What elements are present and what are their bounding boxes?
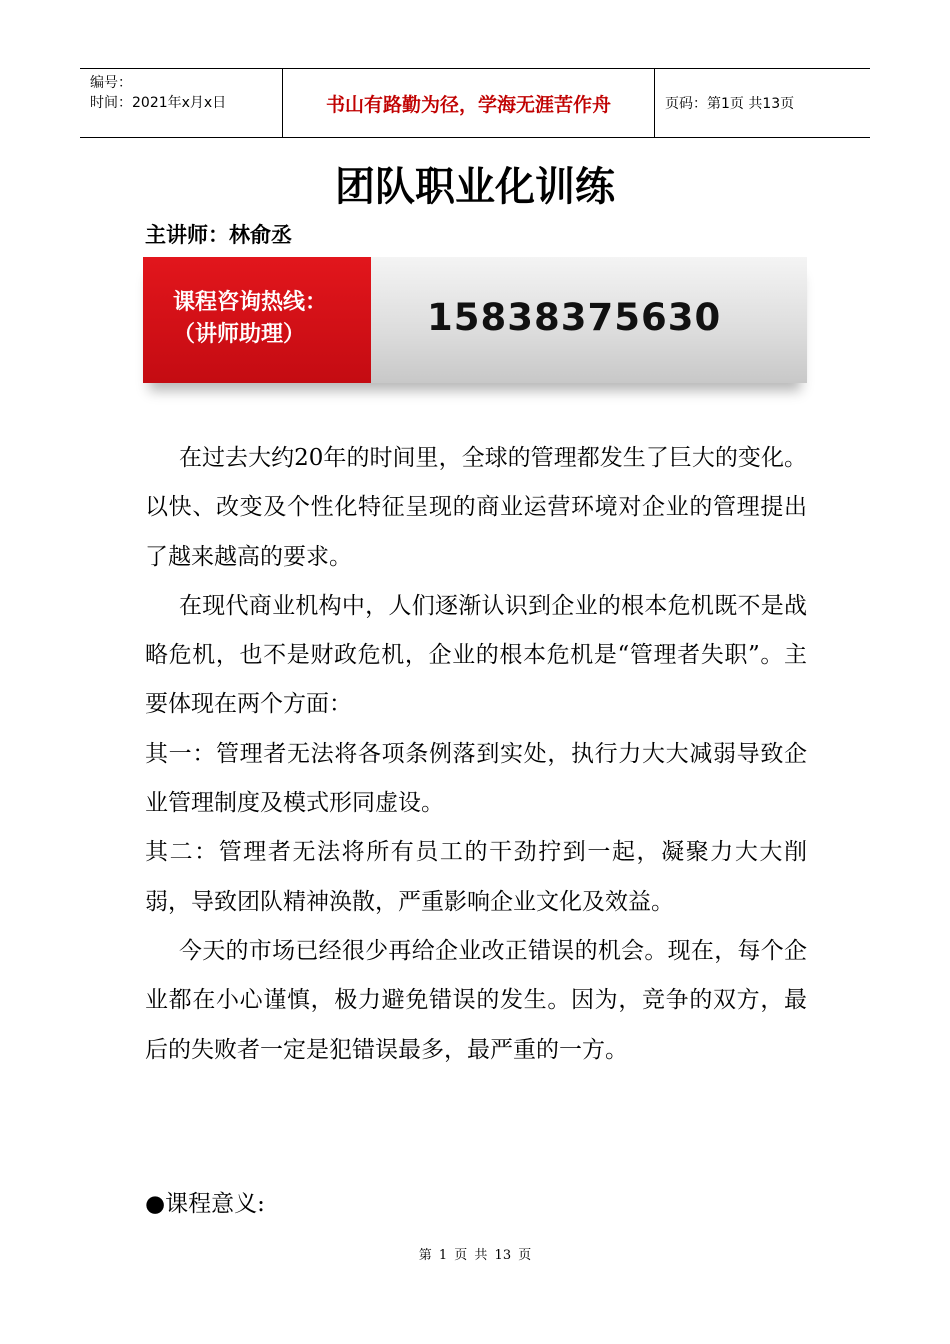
document-header [80, 68, 870, 138]
lecturer-line: 主讲师：林俞丞 [145, 223, 292, 247]
page-footer: 第 1 页 共 13 页 [418, 1248, 532, 1263]
body-paragraph: 今天的市场已经很少再给企业改正错误的机会。现在，每个企业都在小心谨慎，极力避免错误的发生。因为，竞争的双方，最后的失败者一定是犯错误最多，最严重的一方。 [145, 937, 807, 1063]
assistant-label: （讲师助理） [173, 322, 306, 347]
header-page-info: 页码：第1页 共13页 [665, 96, 795, 112]
header-motto: 书山有路勤为径，学海无涯苦作舟 [282, 69, 655, 137]
body-paragraph: 其二：管理者无法将所有员工的干劲拧到一起，凝聚力大大削弱，导致团队精神涣散，严重影响企业文化及效益。 [145, 839, 807, 915]
body-paragraph: 在过去大约20年的时间里，全球的管理都发生了巨大的变化。以快、改变及个性化特征呈现的商业运营环境对企业的管理提出了越来越高的要求。 [145, 445, 807, 570]
document-title: 团队职业化训练 [335, 164, 615, 210]
date-label: 时间：2021年x月x日 [90, 95, 227, 111]
hotline-label: 课程咨询热线： [173, 290, 328, 315]
body-paragraph: 其一：管理者无法将各项条例落到实处，执行力大大减弱导致企业管理制度及模式形同虚设。 [145, 740, 807, 817]
serial-number-label: 编号： [90, 75, 132, 91]
header-meta [80, 69, 282, 137]
body-paragraph: 在现代商业机构中，人们逐渐认识到企业的根本危机既不是战略危机，也不是财政危机，企业的根本危机是“管理者失职”。主要体现在两个方面： [145, 592, 807, 718]
hotline-banner [143, 257, 807, 383]
hotline-label-panel [143, 257, 371, 383]
body-text [145, 434, 807, 1075]
hotline-phone-number: 15838375630 [427, 295, 722, 339]
section-heading-course-significance: ●课程意义: [145, 1191, 265, 1217]
